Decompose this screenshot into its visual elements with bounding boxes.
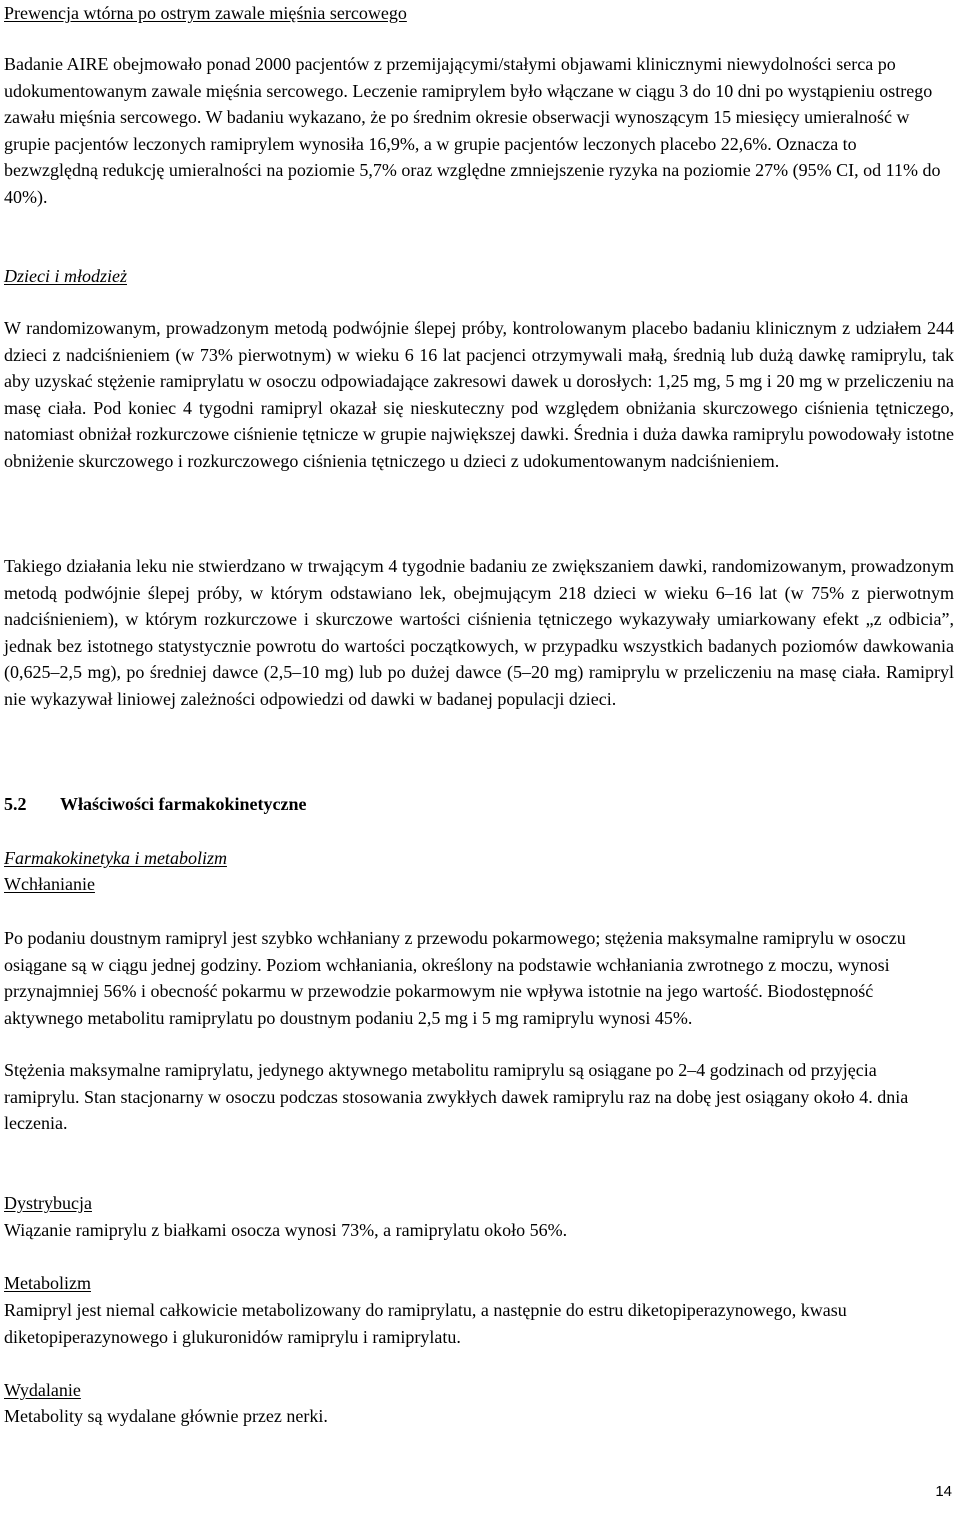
absorption-paragraph-2: Stężenia maksymalne ramiprylatu, jedynego aktywnego metabolitu ramiprylu są osiągane po 2–4 godzinach od przyjęcia ramiprylu. Stan stacjonarny w osoczu podczas stosowania zwykłych dawek ramiprylu raz na dobę jest osiągany około 4. dnia leczenia. — [4, 1060, 909, 1133]
section-heading-5-2 — [4, 791, 954, 818]
pharmacokinetics-heading: Farmakokinetyka i metabolizm — [4, 848, 227, 868]
children-heading: Dzieci i młodzież — [4, 266, 127, 286]
aire-paragraph: Badanie AIRE obejmowało ponad 2000 pacjentów z przemijającymi/stałymi objawami klinicznymi niewydolności serca po udokumentowanym zawale mięśnia sercowego. Leczenie ramiprylem było włączane w ciągu 3 do 10 dni po wystąpieniu ostrego zawału mięśnia sercowego. W badaniu wykazano, że po średnim okresie obserwacji wynoszącym 15 miesięcy umieralność w grupie pacjentów leczonych ramiprylem wynosiła 16,9%, a w grupie pacjentów leczonych placebo 22,6%. Oznacza to bezwzględną redukcję umieralności na poziomie 5,7% oraz względne zmniejszenie ryzyka na poziomie 27% (95% CI, od 11% do 40%). — [4, 54, 941, 207]
header-title: Prewencja wtórna po ostrym zawale mięśnia sercowego — [4, 3, 407, 23]
children-paragraph-2: Takiego działania leku nie stwierdzano w trwającym 4 tygodnie badaniu ze zwiększaniem dawki, randomizowanym, prowadzonym metodą podwójnie ślepej próby, w którym odstawiano lek, obejmującym 218 dzieci w wieku 6–16 lat (w 75% z pierwotnym nadciśnieniem), w którym rozkurczowe i skurczowe wartości ciśnienia tętniczego wykazywały umiarkowany efekt „z odbicia”, jednak bez istotnego statystycznie powrotu do wartości początkowych, w przypadku wszystkich badanych poziomów dawkowania (0,625–2,5 mg), po średniej dawce (2,5–10 mg) lub po dużej dawce (5–20 mg) ramiprylu w przeliczeniu na masę ciała. Ramipryl nie wykazywał liniowej zależności odpowiedzi od dawki w badanej populacji dzieci. — [4, 556, 954, 709]
section-number: 5.2 — [4, 794, 27, 814]
distribution-paragraph: Wiązanie ramiprylu z białkami osocza wynosi 73%, a ramiprylatu około 56%. — [4, 1220, 568, 1240]
elimination-paragraph: Metabolity są wydalane głównie przez nerki. — [4, 1406, 328, 1426]
section-title: Właściwości farmakokinetyczne — [60, 794, 307, 814]
absorption-paragraph-1: Po podaniu doustnym ramipryl jest szybko wchłaniany z przewodu pokarmowego; stężenia maksymalne ramiprylu w osoczu osiągane są w ciągu jednej godziny. Poziom wchłaniania, określony na podstawie wchłaniania zwrotnego z moczu, wynosi przynajmniej 56% i obecność pokarmu w przewodzie pokarmowym nie wpływa istotnie na jego wartość. Biodostępność aktywnego metabolitu ramiprylatu po doustnym podaniu 2,5 mg i 5 mg ramiprylu wynosi 45%. — [4, 928, 906, 1028]
metabolism-heading: Metabolizm — [4, 1273, 91, 1293]
distribution-heading: Dystrybucja — [4, 1193, 92, 1213]
page-number: 14 — [935, 1483, 952, 1500]
elimination-heading: Wydalanie — [4, 1380, 81, 1400]
metabolism-paragraph: Ramipryl jest niemal całkowicie metabolizowany do ramiprylatu, a następnie do estru diketopiperazynowego, kwasu diketopiperazynowego i glukuronidów ramiprylu i ramiprylatu. — [4, 1300, 847, 1347]
absorption-heading: Wchłanianie — [4, 874, 95, 894]
children-paragraph-1: W randomizowanym, prowadzonym metodą podwójnie ślepej próby, kontrolowanym placebo badaniu klinicznym z udziałem 244 dzieci z nadciśnieniem (w 73% pierwotnym) w wieku 6 16 lat pacjenci otrzymywali małą, średnią lub dużą dawkę ramiprylu, tak aby uzyskać stężenie ramiprylatu w osoczu odpowiadające zakresowi dawek u dorosłych: 1,25 mg, 5 mg i 20 mg w przeliczeniu na masę ciała. Pod koniec 4 tygodni ramipryl okazał się nieskuteczny pod względem obniżania skurczowego ciśnienia tętniczego, natomiast obniżał rozkurczowe ciśnienie tętnicze w grupie największej dawki. Średnia i duża dawka ramiprylu powodowały istotne obniżenie skurczowego i rozkurczowego ciśnienia tętniczego u dzieci z udokumentowanym nadciśnieniem. — [4, 318, 954, 471]
